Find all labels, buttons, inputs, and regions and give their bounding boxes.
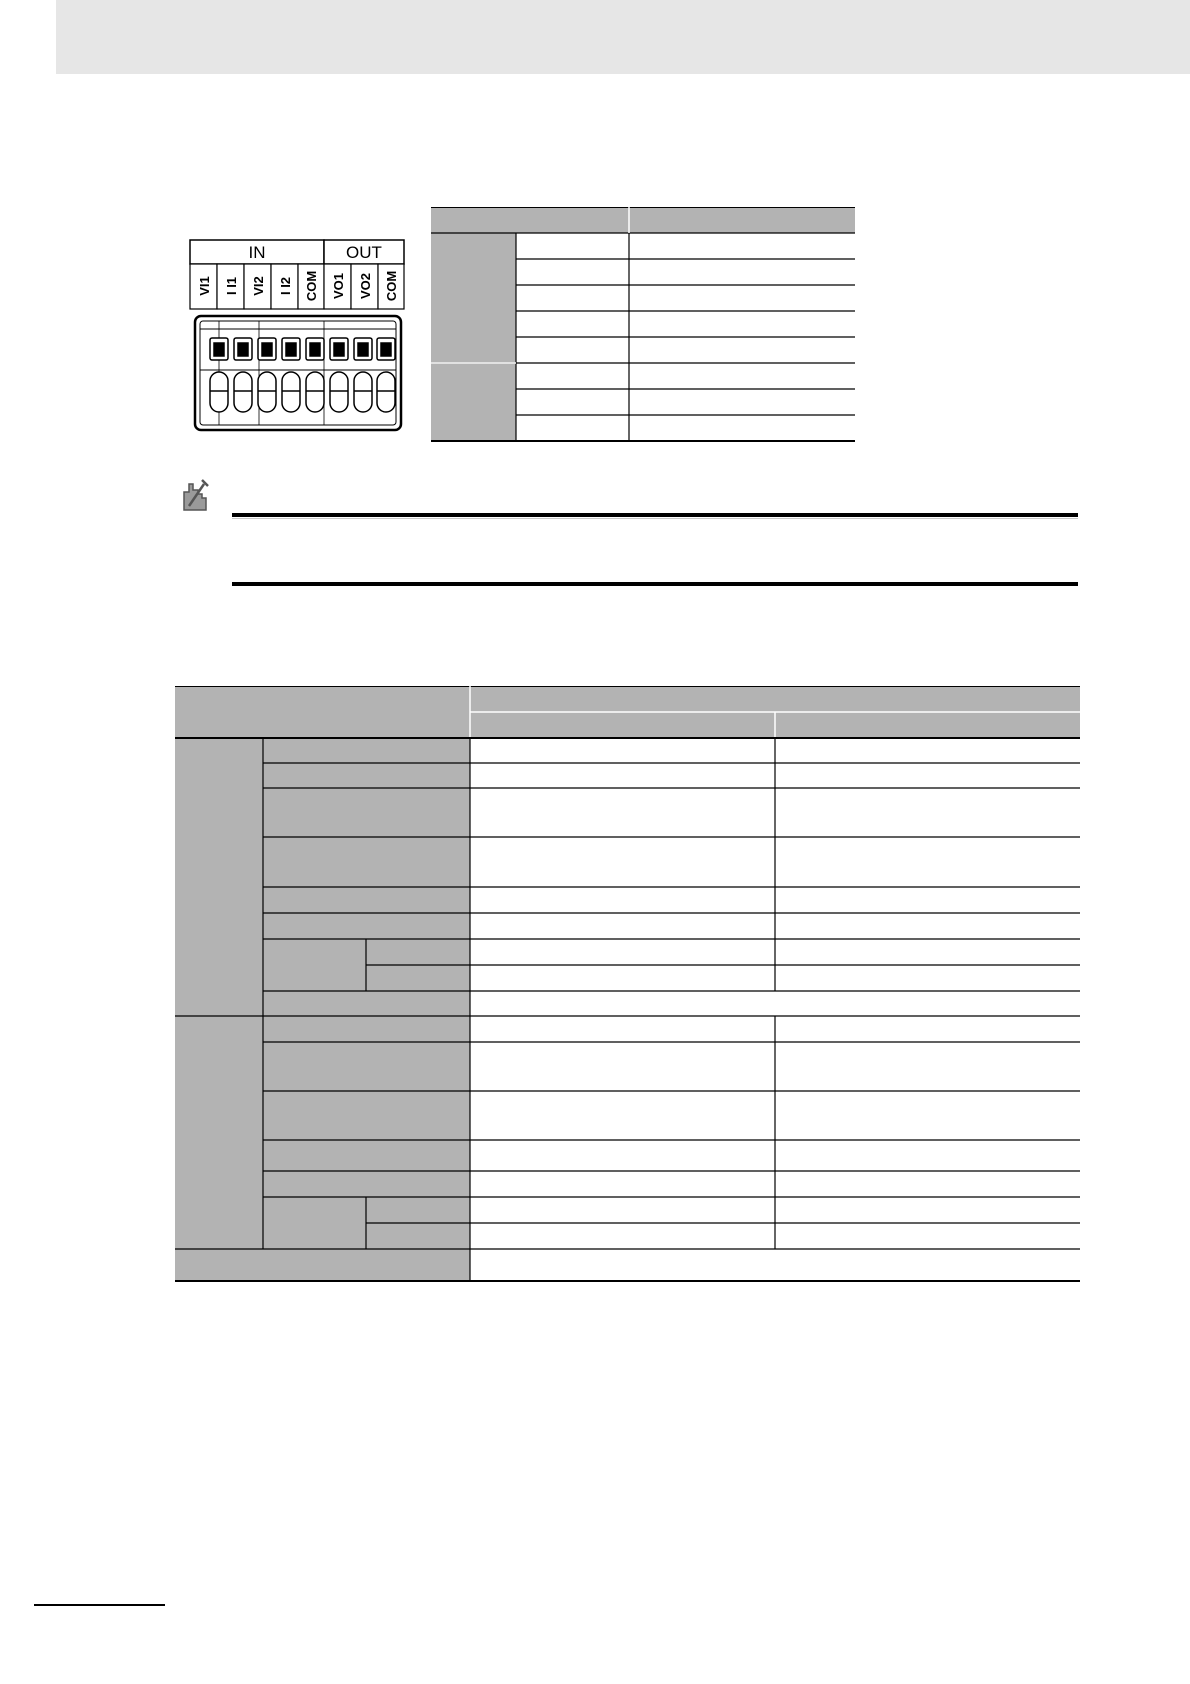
footer-rule — [34, 1604, 165, 1606]
terminal-group-out: OUT — [346, 243, 382, 262]
terminal-label: VO1 — [331, 272, 346, 300]
precautions-bottom-rule — [232, 582, 1078, 586]
terminal-label: VI1 — [197, 276, 212, 296]
page-header-band — [56, 0, 1190, 74]
terminal-label: I I2 — [278, 276, 293, 296]
terminal-block-diagram — [189, 239, 405, 433]
terminal-arrangement-table — [431, 207, 855, 442]
precautions-hand-icon — [178, 476, 214, 512]
precautions-top-rule-shadow — [232, 518, 1078, 519]
terminal-label: COM — [304, 270, 319, 302]
precautions-top-rule — [232, 513, 1078, 517]
terminal-label: VI2 — [251, 276, 266, 296]
terminal-label: VO2 — [358, 272, 373, 300]
terminal-label: I I1 — [224, 276, 239, 296]
terminal-group-in: IN — [248, 243, 266, 262]
terminal-label: COM — [384, 270, 399, 302]
specifications-table — [175, 686, 1080, 1282]
